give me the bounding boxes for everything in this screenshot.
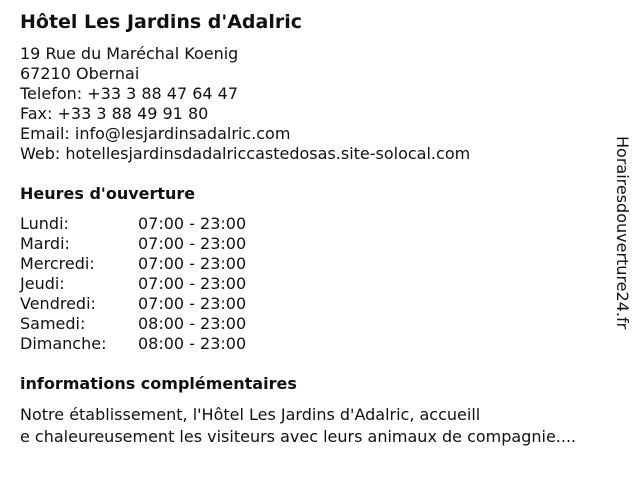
site-watermark: Horairesdouverture24.fr	[613, 136, 632, 330]
hours-row-monday	[20, 214, 246, 234]
time-range: 07:00 - 23:00	[138, 254, 247, 273]
city-postal-code: 67210 Obernai	[20, 64, 140, 83]
additional-info-text	[20, 404, 620, 448]
day-label: Jeudi:	[20, 274, 65, 293]
hours-row-tuesday	[20, 234, 246, 254]
day-label: Mercredi:	[20, 254, 95, 273]
opening-hours-heading: Heures d'ouverture	[20, 184, 196, 203]
address-block	[20, 44, 470, 164]
day-label: Samedi:	[20, 314, 86, 333]
phone-number: Telefon: +33 3 88 47 64 47	[20, 84, 239, 103]
time-range: 08:00 - 23:00	[138, 334, 247, 353]
hours-row-sunday	[20, 334, 246, 354]
hours-row-wednesday	[20, 254, 246, 274]
time-range: 07:00 - 23:00	[138, 274, 247, 293]
website-address: Web: hotellesjardinsdadalriccastedosas.site-solocal.com	[20, 144, 471, 163]
time-range: 07:00 - 23:00	[138, 294, 247, 313]
day-label: Vendredi:	[20, 294, 96, 313]
day-label: Mardi:	[20, 234, 70, 253]
business-title: Hôtel Les Jardins d'Adalric	[20, 11, 302, 33]
email-address: Email: info@lesjardinsadalric.com	[20, 124, 291, 143]
description-line: e chaleureusement les visiteurs avec leurs animaux de compagnie....	[20, 427, 577, 446]
description-line: Notre établissement, l'Hôtel Les Jardins d'Adalric, accueill	[20, 405, 481, 424]
time-range: 07:00 - 23:00	[138, 214, 247, 233]
street-address: 19 Rue du Maréchal Koenig	[20, 44, 239, 63]
additional-info-heading: informations complémentaires	[20, 374, 297, 393]
time-range: 08:00 - 23:00	[138, 314, 247, 333]
day-label: Lundi:	[20, 214, 69, 233]
hours-row-friday	[20, 294, 246, 314]
day-label: Dimanche:	[20, 334, 107, 353]
opening-hours-table	[20, 214, 246, 354]
time-range: 07:00 - 23:00	[138, 234, 247, 253]
hours-row-saturday	[20, 314, 246, 334]
hours-row-thursday	[20, 274, 246, 294]
fax-number: Fax: +33 3 88 49 91 80	[20, 104, 209, 123]
